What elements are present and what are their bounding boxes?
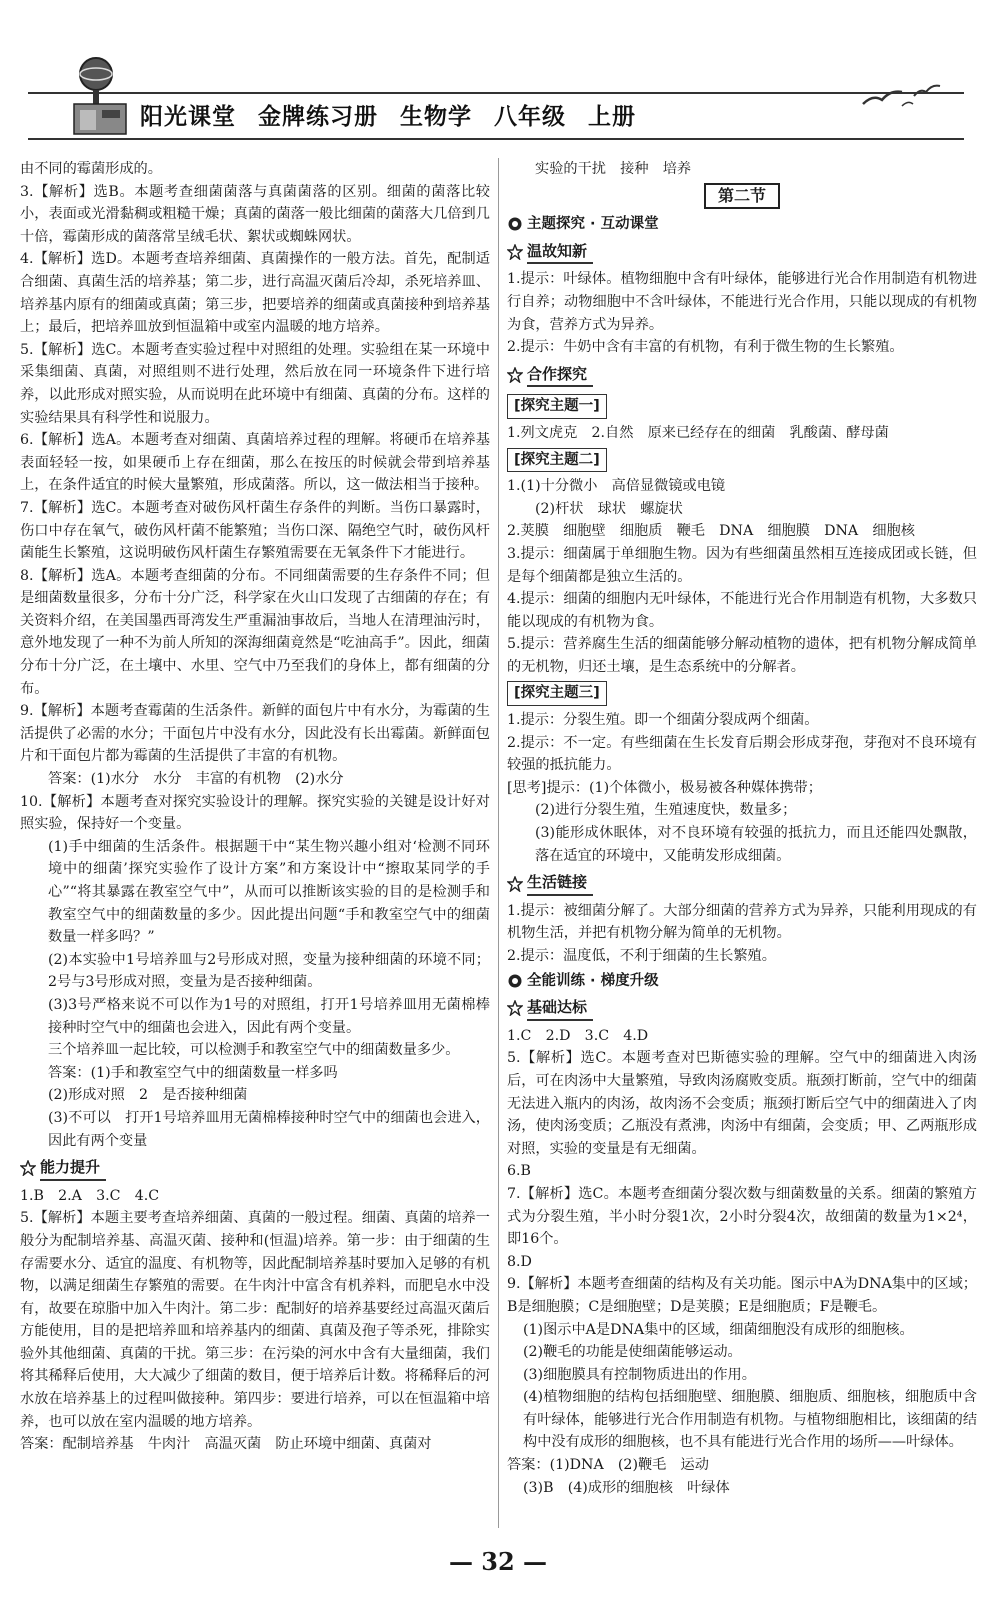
topic-1-label: [探究主题一] [507,394,607,419]
review-1: 1.提示：叶绿体。植物细胞中含有叶绿体，能够进行光合作用制造有机物进行自养；动物细胞中不含叶绿体，不能进行光合作用，只能以现成的有机物为食，营养方式为异养。 [507,271,977,333]
section-title-label: 第二节 [704,183,780,210]
ability-5: 5.【解析】本题主要考查培养细菌、真菌的一般过程。细菌、真菌的培养一般分为配制培养基、高温灭菌、接种和(恒温)培养。第一步：由于细菌的生存需要水分、适宜的温度、有机物等，因此配制培养基时要加入足够的有机物，以满足细菌生存繁殖的需要。在牛肉汁中富含有机养料，而肥皂水中没有，故要在琼脂中加入牛肉汁。第二步：配制好的培养基要经过高温灭菌后方能使用，目的是把培养皿和培养基内的细菌、真菌及孢子等杀死，排除实验外其他细菌、真菌的干扰。第三步：在污染的河水中含有大量细菌，我们将其稀释后使用，大大减少了细菌的数目，便于培养后计数。将稀释后的河水放在培养基上的过程叫做接种。第四步：要进行培养，可以在恒温箱中培养，也可以放在室内温暖的地方培养。 [20,1210,490,1430]
basic-choices: 1.C 2.D 3.C 4.D [507,1027,649,1044]
ability-label: 能力提升 [40,1156,106,1181]
header-brand: 阳光课堂 [140,103,236,130]
think-1: [思考]提示：(1)个体微小，极易被各种媒体携带； [507,779,822,796]
answer-10-part2: (2)本实验中1号培养皿与2号形成对照，变量为接种细菌的环境不同；2号与3号形成对照，变量为是否接种细菌。 [48,951,490,991]
topic-3-heading [507,678,977,709]
topic-2-answer-4: 4.提示：细菌的细胞内无叶绿体，不能进行光合作用制造有机物，大多数只能以现成的有机物为食。 [507,591,977,630]
topic-1-heading [507,391,977,422]
topic-2-heading [507,445,977,476]
answer-continued: 实验的干扰 接种 培养 [535,161,692,177]
left-column [20,158,490,1456]
topic-1-answer: 1.列文虎克 2.自然 原来已经存在的细菌 乳酸菌、酵母菌 [507,424,889,441]
topic-2-answer-3: 3.提示：细菌属于单细胞生物。因为有些细菌虽然相互连接成团或长链，但是每个细菌都是独立生活的。 [507,545,977,585]
answer-8: 8.【解析】选A。本题考查细菌的分布。不同细菌需要的生存条件不同；但是细菌数量很多，分布十分广泛，科学家在火山口发现了古细菌的存在；有关资料介绍，在美国墨西哥湾发生严重漏油事故后，当地人在清理油污时，意外地发现了一种不为前人所知的深海细菌竟然是“吃油高手”。因此，细菌分布十分广泛，在土壤中、水里、空气中乃至我们的身体上，都有细菌的分布。 [20,567,490,697]
answer-7: 7.【解析】选C。本题考查对破伤风杆菌生存条件的判断。当伤口暴露时，伤口中存在氧气，破伤风杆菌不能繁殖；当伤口深、隔绝空气时，破伤风杆菌能生长繁殖，这说明破伤风杆菌生存繁殖需要在无氧条件下才能进行。 [20,499,490,562]
basic-9-key2: (3)B (4)成形的细胞核 叶绿体 [523,1479,730,1496]
header-subject: 生物学 [400,103,472,130]
theme-heading-1-label: 主题探究 · 互动课堂 [527,216,659,233]
review-2: 2.提示：牛奶中含有丰富的有机物，有利于微生物的生长繁殖。 [507,339,904,356]
basic-5: 5.【解析】选C。本题考查对巴斯德实验的理解。空气中的细菌进入肉汤后，可在肉汤中大量繁殖，导致肉汤腐败变质。瓶颈打断前，空气中的细菌无法进入瓶内的肉汤，故肉汤不会变质；瓶颈打断后空气中的细菌进入了肉汤，使肉汤变质；乙瓶没有煮沸，肉汤中有细菌，会变质；甲、乙两瓶形成对照，实验的变量是有无细菌。 [507,1050,977,1157]
answer-text: 由不同的霉菌形成的。 [20,161,162,177]
topic-3-answer-1: 1.提示：分裂生殖。即一个细菌分裂成两个细菌。 [507,712,819,729]
basic-8: 8.D [507,1253,532,1270]
basic-9-key: 答案：(1)DNA (2)鞭毛 运动 [507,1457,709,1474]
ability-choices: 1.B 2.A 3.C 4.C [20,1187,160,1204]
think-3: (3)能形成休眠体，对不良环境有较强的抵抗力，而且还能四处飘散，落在适宜的环境中，又能萌发形成细菌。 [535,825,977,864]
answer-10-key2: (2)形成对照 2 是否接种细菌 [48,1087,248,1104]
topic-2-answer-5: 5.提示：营养腐生生活的细菌能够分解动植物的遗体，把有机物分解成简单的无机物，归还土壤，是生态系统中的分解者。 [507,636,977,675]
answer-10-part4: 三个培养皿一起比较，可以检测手和教室空气中的细菌数量多少。 [48,1042,460,1059]
topic-2-answer-1b: (2)杆状 球状 螺旋状 [535,500,683,517]
section-title [507,183,977,210]
topic-2-label: [探究主题二] [507,448,607,473]
review-label: 温故知新 [527,240,593,265]
life-label: 生活链接 [527,871,593,896]
basic-7: 7.【解析】选C。本题考查细菌分裂次数与细菌数量的关系。细菌的繁殖方式为分裂生殖，半小时分裂1次，2小时分裂4次，故细菌的数量为1×2⁴，即16个。 [507,1185,977,1248]
answer-5: 5.【解析】选C。本题考查实验过程中对照组的处理。实验组在某一环境中采集细菌、真菌，对照组则不进行处理，然后放在同一环境条件下进行培养，以此形成对照实验，从而说明在此环境中有细菌、真菌的分布。这样的实验结果具有科学性和说服力。 [20,341,490,426]
star-icon [507,1000,523,1016]
right-column [507,158,977,1499]
basic-9-part3: (3)细胞膜具有控制物质进出的作用。 [523,1366,756,1383]
header-volume: 上册 [588,103,636,130]
header-grade: 八年级 [494,103,566,130]
life-heading [507,869,977,898]
star-icon [507,876,523,892]
answer-10-part3: (3)3号严格来说不可以作为1号的对照组，打开1号培养皿用无菌棉棒接种时空气中的细菌也会进入，因此有两个变量。 [48,996,490,1036]
topic-3-label: [探究主题三] [507,681,607,706]
answer-10-key: 答案：(1)手和教室空气中的细菌数量一样多吗 [48,1064,338,1081]
header-title [140,92,636,136]
ability-5-key: 答案：配制培养基 牛肉汁 高温灭菌 防止环境中细菌、真菌对 [20,1436,432,1453]
column-divider [498,158,499,1528]
topic-2-answer-1: 1.(1)十分微小 高倍显微镜或电镜 [507,478,726,495]
answer-6: 6.【解析】选A。本题考查对细菌、真菌培养过程的理解。将硬币在培养基表面轻轻一按，如果硬币上存在细菌，那么在按压的时候就会带到培养基上，在条件适宜的时候大量繁殖，形成菌落。所以，这一做法相当于接种。 [20,432,490,494]
answer-10-key3: (3)不可以 打开1号培养皿用无菌棉棒接种时空气中的细菌也会进入，因此有两个变量 [48,1109,490,1149]
badge-icon [507,216,523,232]
basic-6: 6.B [507,1163,531,1180]
badge-icon [507,973,523,989]
life-2: 2.提示：温度低，不利于细菌的生长繁殖。 [507,948,776,964]
coop-heading [507,361,977,390]
content-columns [20,158,980,1538]
coop-label: 合作探究 [527,363,593,388]
birds-icon [858,76,948,116]
answer-4: 4.【解析】选D。本题考查培养细菌、真菌操作的一般方法。首先，配制适合细菌、真菌生活的培养基；第二步，进行高温灭菌后冷却，杀死培养皿、培养基内原有的细菌或真菌；第三步，把要培养的细菌或真菌接种到培养基上；最后，把培养皿放到恒温箱中或室内温暖的地方培养。 [20,251,490,336]
star-icon [20,1160,36,1176]
basic-9-part2: (2)鞭毛的功能是使细菌能够运动。 [523,1344,742,1361]
ability-heading [20,1154,490,1183]
answer-9: 9.【解析】本题考查霉菌的生活条件。新鲜的面包片中有水分，为霉菌的生活提供了必需的水分；干面包片中没有水分，因此没有长出霉菌。新鲜面包片和干面包片都为霉菌的生活提供了丰富的有机物。 [20,703,490,765]
theme-heading-2 [507,970,977,993]
theme-heading-1 [507,213,977,236]
basic-9: 9.【解析】本题考查细菌的结构及有关功能。图示中A为DNA集中的区域；B是细胞膜；C是细胞壁；D是荚膜；E是细胞质；F是鞭毛。 [507,1276,977,1315]
life-1: 1.提示：被细菌分解了。大部分细菌的营养方式为异养，只能利用现成的有机物生活，并把有机物分解为简单的无机物。 [507,902,977,942]
answer-9-key: 答案：(1)水分 水分 丰富的有机物 (2)水分 [48,771,344,788]
topic-3-answer-2: 2.提示：不一定。有些细菌在生长发育后期会形成芽孢，芽孢对不良环境有较强的抵抗能力。 [507,734,977,774]
basic-heading [507,994,977,1023]
star-icon [507,367,523,383]
think-2: (2)进行分裂生殖，生殖速度快，数量多； [535,802,797,819]
basic-label: 基础达标 [527,996,593,1021]
header-series: 金牌练习册 [258,103,378,130]
basic-9-part1: (1)图示中A是DNA集中的区域，细菌细胞没有成形的细胞核。 [523,1321,914,1338]
topic-2-answer-2: 2.荚膜 细胞壁 细胞质 鞭毛 DNA 细胞膜 DNA 细胞核 [507,523,915,540]
review-heading [507,238,977,267]
page-number: — 32 — [448,1547,548,1576]
answer-10-part1: (1)手中细菌的生活条件。根据题干中“某生物兴趣小组对‘检测不同环境中的细菌’探究实验作了设计方案”和方案设计中“擦取某同学的手心”“将其暴露在教室空气中”，从而可以推断该实验的目的是检测手和教室空气中的细菌数量的多少。因此提出问题“手和教室空气中的细菌数量一样多吗？” [48,838,490,946]
answer-3: 3.【解析】选B。本题考查细菌菌落与真菌菌落的区别。细菌的菌落比较小，表面或光滑黏稠或粗糙干燥；真菌的菌落一般比细菌的菌落大几倍到几十倍，霉菌形成的菌落常呈绒毛状、絮状或蜘蛛网状。 [20,183,490,245]
star-icon [507,244,523,260]
page-header [0,0,996,150]
answer-10: 10.【解析】本题考查对探究实验设计的理解。探究实验的关键是设计好对照实验，保持好一个变量。 [20,793,490,833]
theme-heading-2-label: 全能训练 · 梯度升级 [527,972,659,989]
basic-9-part4: (4)植物细胞的结构包括细胞壁、细胞膜、细胞质、细胞核，细胞质中含有叶绿体，能够进行光合作用制造有机物。与植物细胞相比，该细菌的结构中没有成形的细胞核，也不具有能进行光合作用的场所——叶绿体。 [523,1389,978,1451]
